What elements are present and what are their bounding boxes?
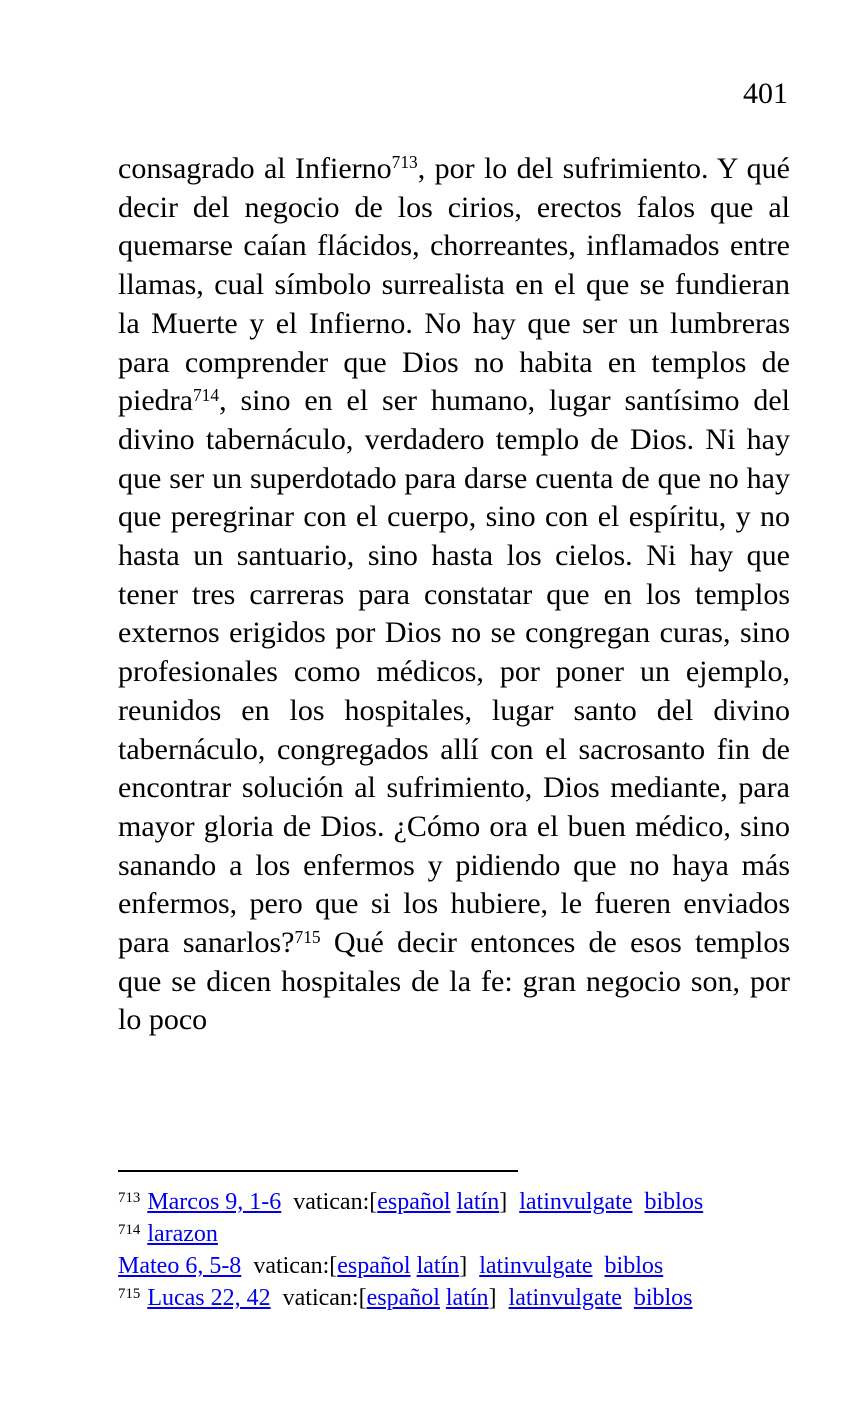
footnote-text xyxy=(593,1253,605,1279)
footnote-text: ] xyxy=(499,1189,520,1215)
page-number: 401 xyxy=(743,77,788,110)
footnote-text xyxy=(622,1285,634,1311)
footnote-link[interactable]: biblos xyxy=(633,1285,693,1311)
footnote-row xyxy=(118,1282,818,1314)
footnote-link[interactable]: latinvulgate xyxy=(479,1253,593,1279)
footnote-marker: 715 xyxy=(118,1285,141,1302)
footnote-link[interactable]: latín xyxy=(445,1285,489,1311)
footnote-text: vatican:[ xyxy=(241,1253,338,1279)
footnote-link[interactable]: latín xyxy=(416,1253,460,1279)
footnote-link[interactable]: Lucas 22, 42 xyxy=(147,1285,271,1311)
body-text-segment: , sino en el ser humano, lugar santísimo del divino tabernáculo, verdadero templo de Dios. Ni hay que ser un superdotado para darse cuenta de que no hay que peregrinar con el cuerpo, sino con el espíritu, y no hasta un santuario, sino hasta los cielos. Ni hay que tener tres carreras para constatar que en los templos externos erigidos por Dios no se congregan curas, sino profesionales como médicos, por poner un ejemplo, reunidos en los hospitales, lugar santo del divino tabernáculo, congregados allí con el sacrosanto fin de encontrar solución al sufrimiento, Dios mediante, para mayor gloria de Dios. ¿Cómo ora el buen médico, sino sanando a los enfermos y pidiendo que no haya más enfermos, pero que si los hubiere, le fueren enviados para sanarlos? xyxy=(118,384,790,960)
footnote-text: ] xyxy=(459,1253,480,1279)
footnote-link[interactable]: latinvulgate xyxy=(508,1285,622,1311)
footnote-text: vatican:[ xyxy=(270,1285,367,1311)
footnote-link[interactable]: biblos xyxy=(604,1253,664,1279)
footnote-link[interactable]: biblos xyxy=(644,1189,704,1215)
footnote-marker: 713 xyxy=(118,1189,141,1206)
footnote-link[interactable]: Mateo 6, 5-8 xyxy=(118,1253,242,1279)
body-text-segment: consagrado al Infierno xyxy=(118,152,392,185)
footnote-row xyxy=(118,1218,818,1250)
footnote-row xyxy=(118,1250,818,1282)
footnote-link[interactable]: larazon xyxy=(147,1221,218,1247)
footnotes xyxy=(118,1186,818,1314)
footnote-link[interactable]: español xyxy=(337,1253,411,1279)
body-text-segment: , por lo del sufrimiento. Y qué decir del negocio de los cirios, erectos falos que al quemarse caían flácidos, chorreantes, inflamados entre llamas, cual símbolo surrealista en el que se fundieran la Muerte y el Infierno. No hay que ser un lumbreras para comprender que Dios no habita en templos de piedra xyxy=(118,152,790,418)
footnote-row xyxy=(118,1186,818,1218)
footnote-marker: 714 xyxy=(118,1221,141,1238)
footnote-ref: 714 xyxy=(192,384,220,405)
footnote-text xyxy=(633,1189,645,1215)
footnote-link[interactable]: latinvulgate xyxy=(519,1189,633,1215)
footnote-link[interactable]: latín xyxy=(456,1189,500,1215)
footnote-link[interactable]: español xyxy=(377,1189,451,1215)
footnote-text: ] xyxy=(488,1285,509,1311)
footnote-ref: 715 xyxy=(294,926,321,947)
body-text-segment: Qué decir entonces de esos templos que se dicen hospitales de la fe: gran negocio son, por lo poco xyxy=(118,926,790,1037)
footnote-link[interactable]: Marcos 9, 1-6 xyxy=(147,1189,282,1215)
footnote-text: vatican:[ xyxy=(281,1189,378,1215)
footnote-separator xyxy=(118,1170,518,1172)
body-paragraph xyxy=(118,150,790,1040)
footnote-ref: 713 xyxy=(391,152,418,173)
footnote-link[interactable]: español xyxy=(366,1285,440,1311)
